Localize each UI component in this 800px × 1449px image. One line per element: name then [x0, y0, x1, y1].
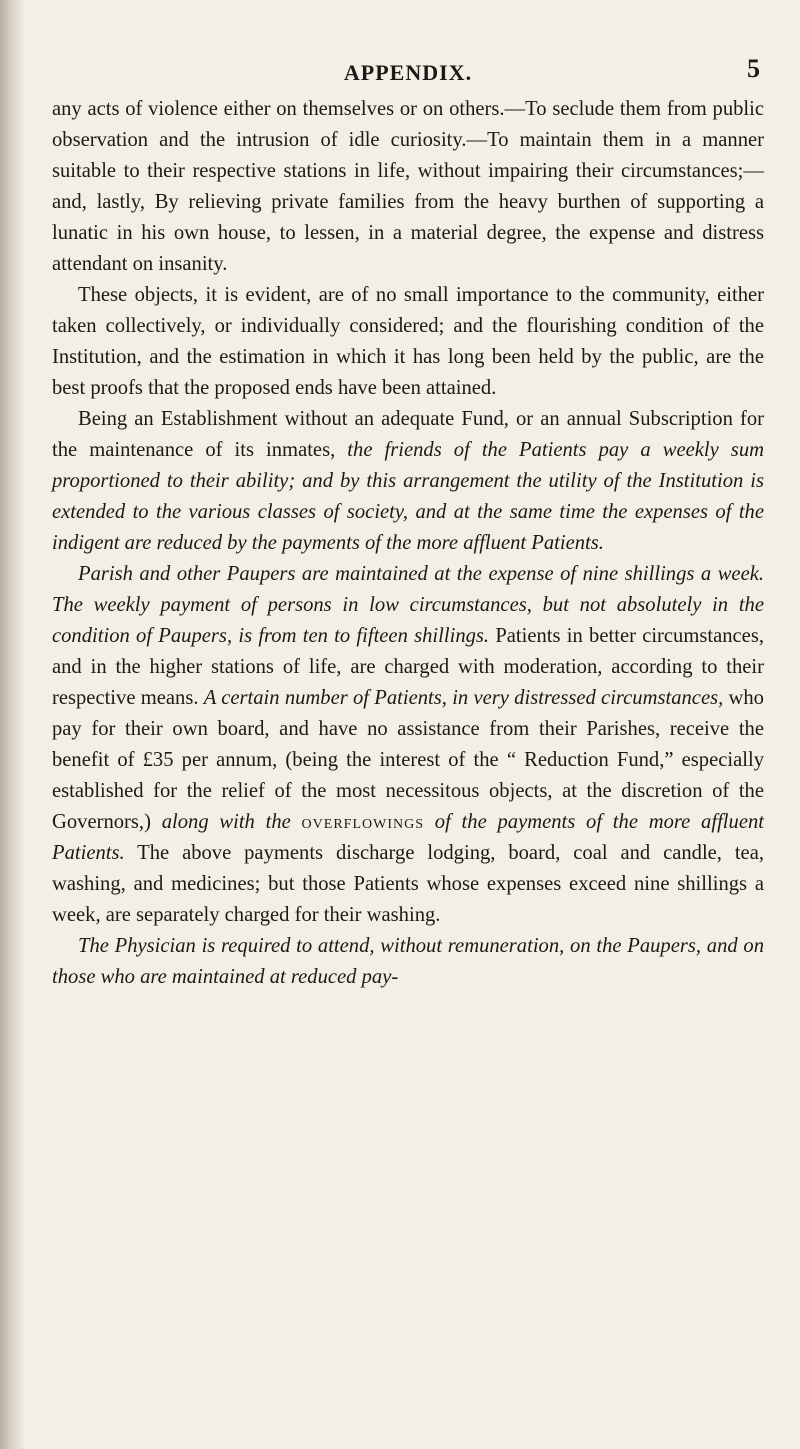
paragraph	[52, 931, 764, 993]
italic-text: A certain number of Patients, in very distressed circumstances,	[203, 687, 724, 709]
running-title: APPENDIX.	[343, 60, 473, 85]
italic-text: The Physician is required to attend, without remuneration, on the Paupers, and on those who are maintained at reduced pay-	[52, 935, 764, 988]
paragraph-text: These objects, it is evident, are of no small importance to the community, either taken collectively, or individually considered; and the flourishing condition of the Institution, and the estimation in which it has long been held by the public, are the best proofs that the proposed ends have been attained.	[52, 284, 764, 399]
paragraph-text: Being an Establishment without an adequate Fund, or an annual Subscription for the maintenance of its inmates,	[52, 408, 764, 461]
paragraph	[52, 94, 764, 280]
small-caps-text: overflowings	[301, 811, 424, 833]
page-edge-shadow	[0, 0, 26, 1449]
running-head	[52, 54, 764, 94]
paragraph-text: any acts of violence either on themselves or on others.—To seclude them from public observation and the intrusion of idle curiosity.—To maintain them in a manner suitable to their respective stations in life, without impairing their circumstances;—and, lastly, By relieving private families from the heavy burthen of supporting a lunatic in his own house, to lessen, in a material degree, the expense and distress attendant on insanity.	[52, 98, 764, 275]
page-number: 5	[747, 54, 760, 83]
italic-text: the friends of the Patients pay a weekly sum proportioned to their ability; and by this arrangement the utility of the Institution is extended to the various classes of society, and at the same time the expenses of the indigent are reduced by the payments of the more affluent Patients.	[52, 439, 764, 554]
paragraph-text: who pay for their own board, and have no assistance from their Parishes, receive the benefit of £35 per annum, (being the interest of the “ Reduction Fund,” especially established for the relief of the most necessitous objects, at the discretion of the Governors,)	[52, 687, 764, 833]
italic-text: Parish and other Paupers are maintained at the expense of nine shillings a week. The weekly payment of persons in low circumstances, but not absolutely in the condition of Paupers, is from ten to fifteen shillings.	[52, 563, 764, 647]
paragraph	[52, 559, 764, 931]
paragraph-text: Patients in better circumstances, and in the higher stations of life, are charged with moderation, according to their respective means.	[52, 625, 764, 709]
paragraph	[52, 280, 764, 404]
italic-text: of the payments of the more affluent Patients.	[52, 811, 764, 864]
paragraph	[52, 404, 764, 559]
book-page	[52, 54, 764, 993]
paragraph-text: The above payments discharge lodging, board, coal and candle, tea, washing, and medicines; but those Patients whose expenses exceed nine shillings a week, are separately charged for their washing.	[52, 842, 764, 926]
body-text	[52, 94, 764, 993]
italic-text: along with the	[161, 811, 302, 833]
